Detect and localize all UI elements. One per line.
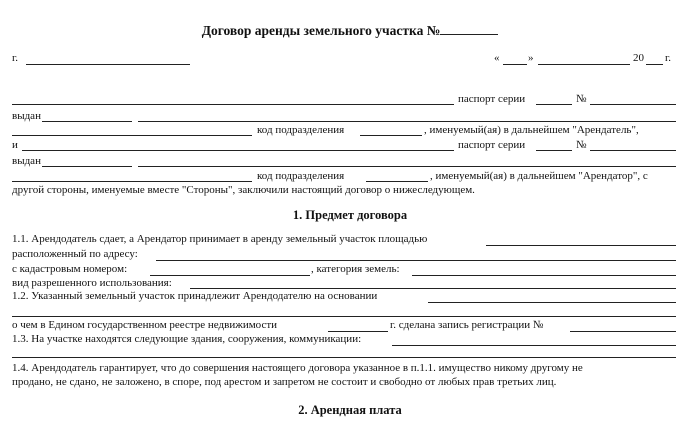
ownership-basis-cont-blank[interactable] bbox=[12, 316, 676, 317]
section2-title: 2. Арендная плата bbox=[298, 403, 402, 417]
city-prefix: г. bbox=[12, 52, 19, 64]
clause-1-1: 1.1. Арендодатель сдает, а Арендатор принимает в аренду земельный участок площадью bbox=[12, 233, 428, 245]
address-blank[interactable] bbox=[156, 260, 676, 261]
buildings-blank[interactable] bbox=[392, 345, 676, 346]
date-open-quote: « bbox=[494, 52, 500, 64]
tenant-suffix: , именуемый(ая) в дальнейшем "Арендатор", с bbox=[430, 170, 648, 182]
area-blank[interactable] bbox=[486, 245, 676, 246]
landlord-passport-number-blank[interactable] bbox=[590, 104, 676, 105]
month-blank[interactable] bbox=[538, 64, 630, 65]
tenant-passport-number-blank[interactable] bbox=[590, 150, 676, 151]
passport-series-label: паспорт серии bbox=[458, 93, 526, 105]
registration-number-blank[interactable] bbox=[570, 331, 676, 332]
landlord-suffix: , именуемый(ая) в дальнейшем "Арендатель", bbox=[424, 124, 639, 136]
title-text: Договор аренды земельного участка № bbox=[201, 23, 441, 38]
tenant-issued-by-cont-blank[interactable] bbox=[12, 181, 252, 182]
landlord-issued-by-blank[interactable] bbox=[138, 121, 676, 122]
clause-1-3: 1.3. На участке находятся следующие здания, сооружения, коммуникации: bbox=[12, 333, 362, 345]
tenant-passport-series-blank[interactable] bbox=[536, 150, 572, 151]
registry-date-blank[interactable] bbox=[328, 331, 388, 332]
year-suffix: г. bbox=[665, 52, 672, 64]
landlord-issue-date-blank[interactable] bbox=[42, 121, 132, 122]
landlord-passport-series-blank[interactable] bbox=[536, 104, 572, 105]
landlord-issued-by-cont-blank[interactable] bbox=[12, 135, 252, 136]
contract-number-blank[interactable] bbox=[440, 22, 498, 35]
year-prefix: 20 bbox=[633, 52, 644, 64]
address-label: расположенный по адресу: bbox=[12, 248, 138, 260]
clause-1-2: 1.2. Указанный земельный участок принадлежит Арендодателю на основании bbox=[12, 290, 378, 302]
landlord-name-blank[interactable] bbox=[12, 104, 454, 105]
dept-code-label: код подразделения bbox=[257, 170, 345, 182]
land-category-blank[interactable] bbox=[412, 275, 676, 276]
and-word: и bbox=[12, 139, 18, 151]
clause-1-4-line2: продано, не сдано, не заложено, в споре, под арестом и запретом не состоит и свободно от любых прав третьих лиц. bbox=[12, 376, 557, 388]
landlord-dept-code-blank[interactable] bbox=[360, 135, 422, 136]
buildings-cont-blank[interactable] bbox=[12, 357, 676, 358]
parties-line: другой стороны, именуемые вместе "Стороны", заключили настоящий договор о нижеследующем. bbox=[12, 184, 475, 196]
category-label: , категория земель: bbox=[311, 263, 400, 275]
issued-label: выдан bbox=[12, 155, 41, 167]
document-title bbox=[0, 22, 700, 39]
section1-title: 1. Предмет договора bbox=[292, 208, 408, 222]
ownership-basis-blank[interactable] bbox=[428, 302, 676, 303]
registration-text: г. сделана запись регистрации № bbox=[390, 319, 544, 331]
number-sign: № bbox=[576, 93, 587, 105]
number-sign: № bbox=[576, 139, 587, 151]
tenant-issue-date-blank[interactable] bbox=[42, 166, 132, 167]
registry-text: о чем в Едином государственном реестре недвижимости bbox=[12, 319, 278, 331]
permitted-use-label: вид разрешенного использования: bbox=[12, 277, 172, 289]
cadastral-number-blank[interactable] bbox=[150, 275, 310, 276]
city-blank[interactable] bbox=[26, 64, 190, 65]
passport-series-label: паспорт серии bbox=[458, 139, 526, 151]
cadastral-label: с кадастровым номером: bbox=[12, 263, 128, 275]
date-close-quote: » bbox=[528, 52, 534, 64]
clause-1-4-line1: 1.4. Арендодатель гарантирует, что до совершения настоящего договора указанное в п.1.1. имущество никому другому не bbox=[12, 362, 583, 374]
tenant-name-blank[interactable] bbox=[22, 150, 454, 151]
tenant-issued-by-blank[interactable] bbox=[138, 166, 676, 167]
dept-code-label: код подразделения bbox=[257, 124, 345, 136]
permitted-use-blank[interactable] bbox=[190, 288, 676, 289]
tenant-dept-code-blank[interactable] bbox=[366, 181, 428, 182]
day-blank[interactable] bbox=[503, 64, 527, 65]
issued-label: выдан bbox=[12, 110, 41, 122]
year-blank[interactable] bbox=[646, 64, 663, 65]
